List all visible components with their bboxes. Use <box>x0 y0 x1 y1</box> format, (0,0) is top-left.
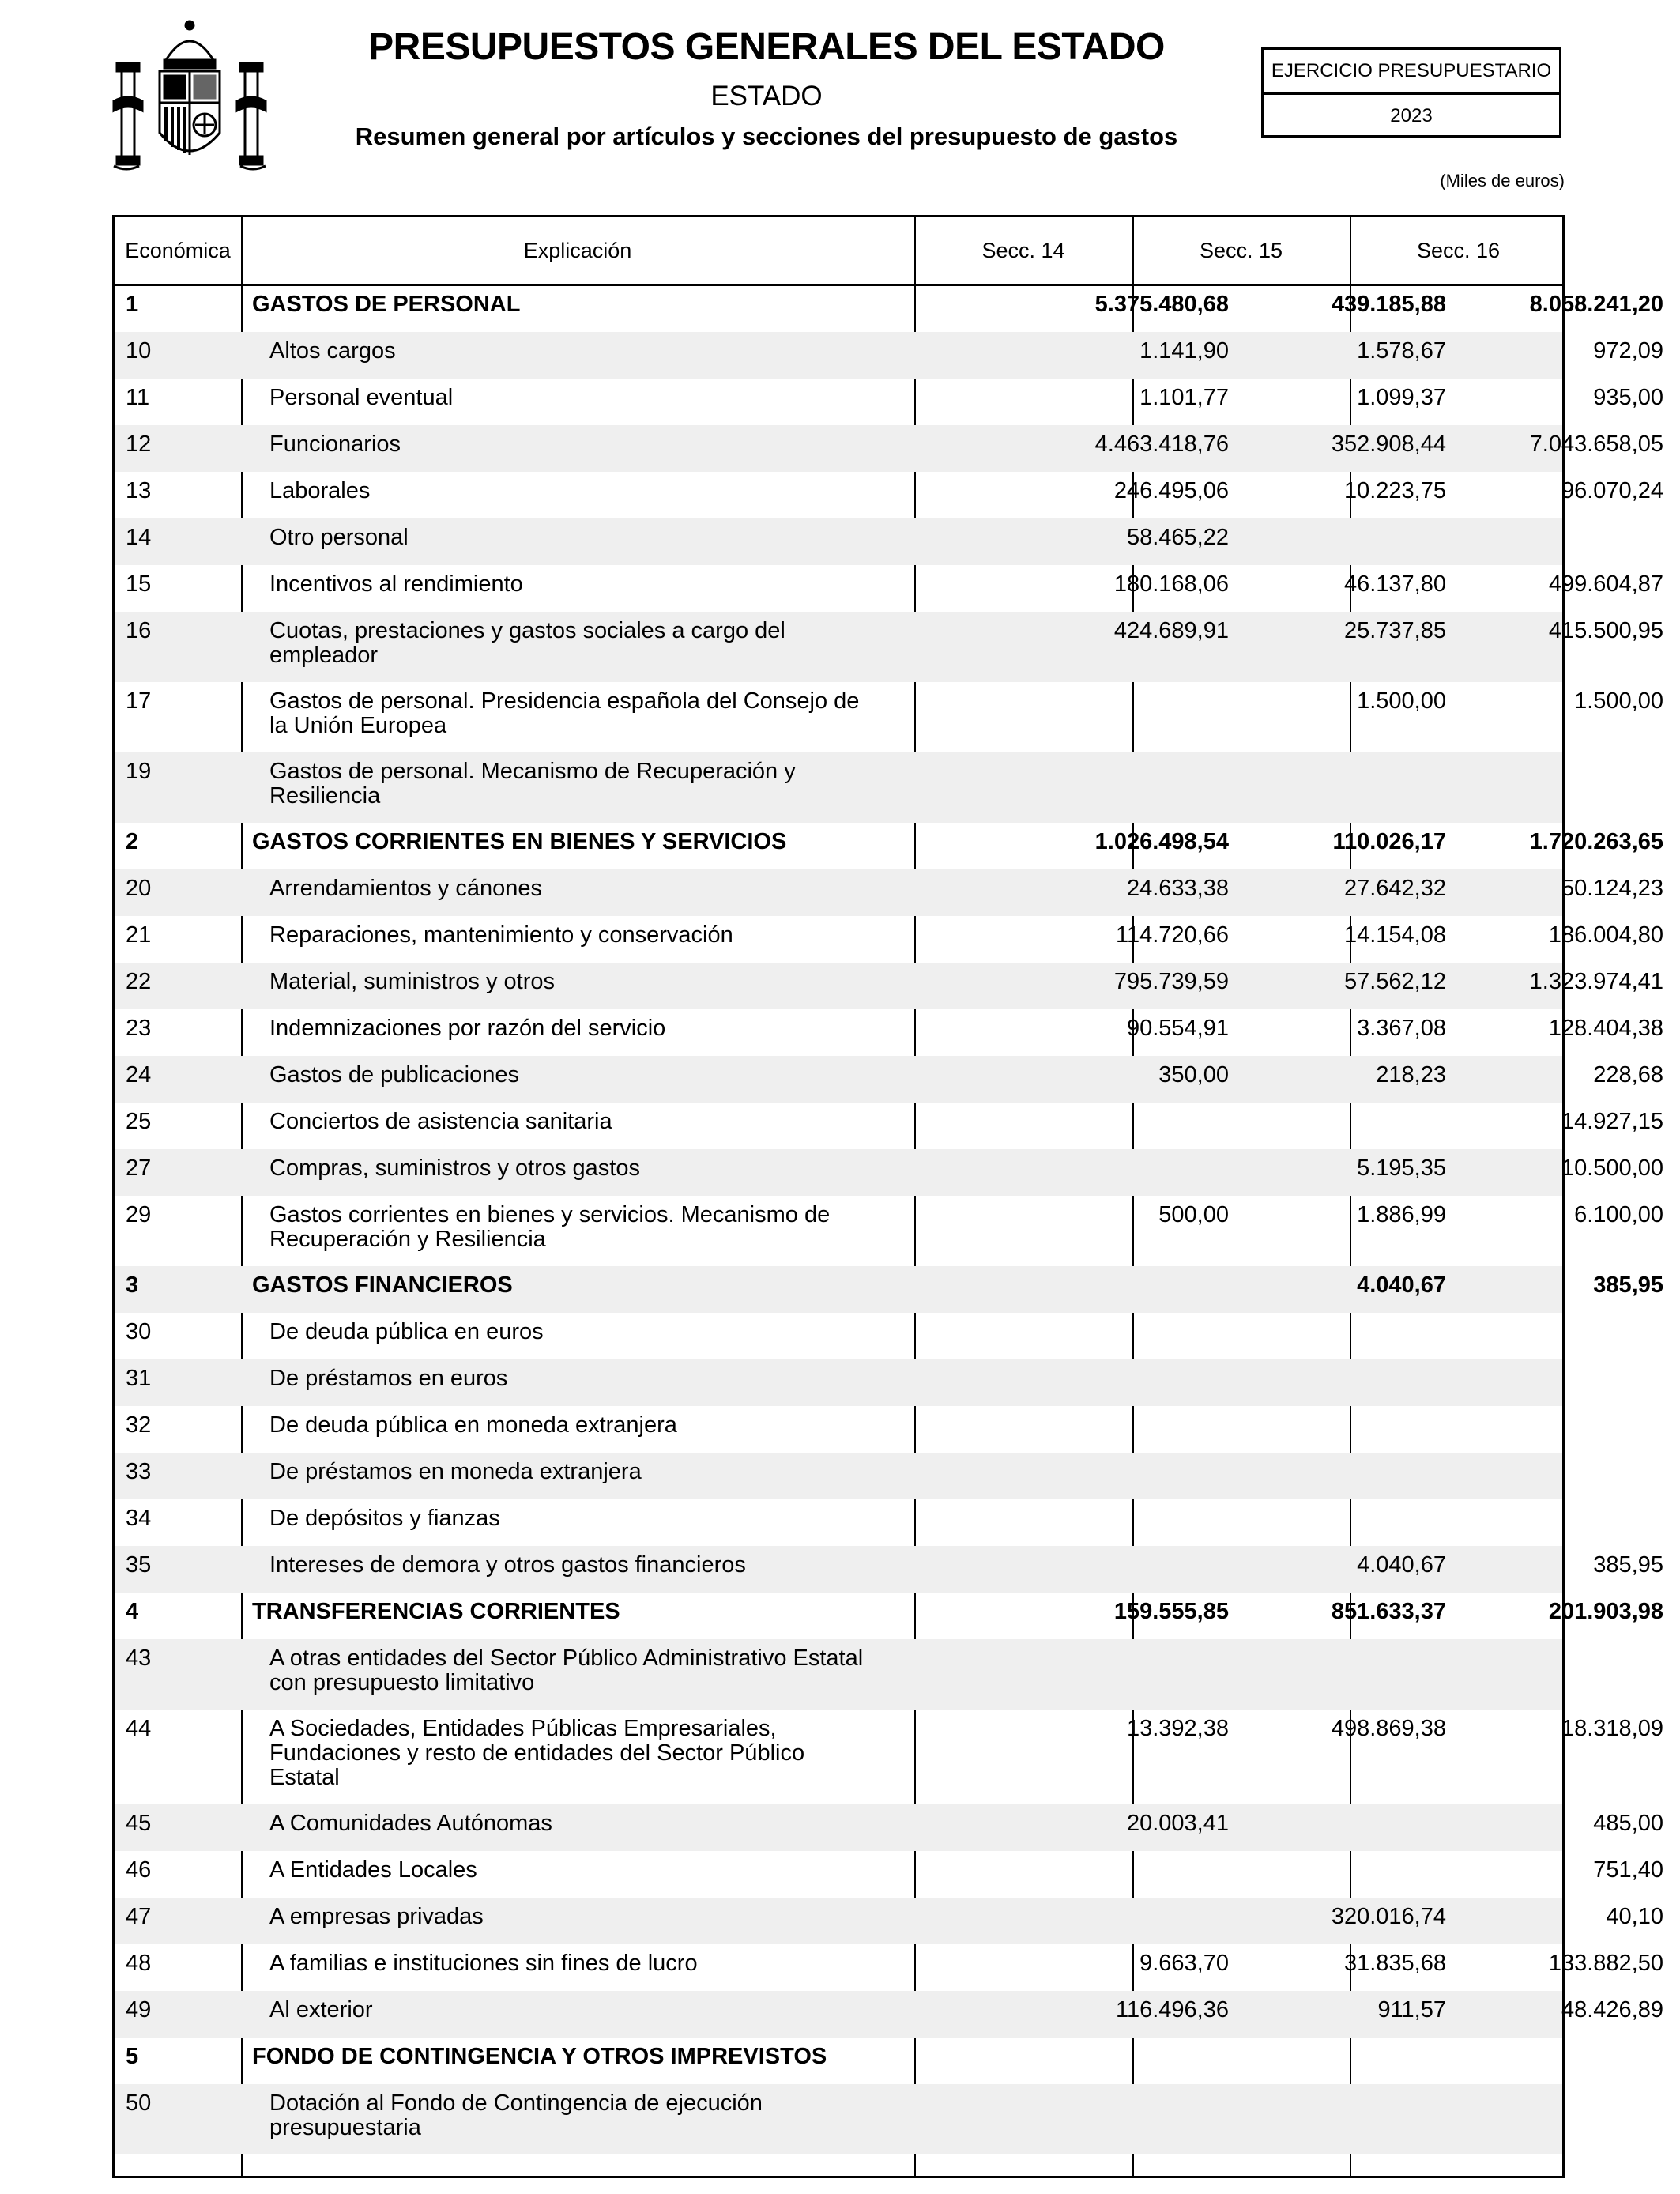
explanation: Conciertos de asistencia sanitaria <box>269 1109 612 1134</box>
value-secc-16: 7.043.658,05 <box>1529 432 1663 457</box>
value-secc-15: 31.835,68 <box>1343 1951 1446 1976</box>
value-secc-16: 485,00 <box>1593 1811 1663 1836</box>
table-row <box>115 612 1663 682</box>
table-row <box>115 425 1663 472</box>
economic-code: 33 <box>126 1459 152 1484</box>
table-row <box>115 332 1663 379</box>
value-secc-16: 128.404,38 <box>1548 1016 1663 1041</box>
table-row <box>115 963 1663 1009</box>
explanation: FONDO DE CONTINGENCIA Y OTROS IMPREVISTOS <box>252 2044 827 2069</box>
value-secc-15: 27.642,32 <box>1343 876 1446 901</box>
table-row <box>115 1639 1562 1710</box>
column-header-economica: Económica <box>125 239 231 262</box>
table-row <box>115 1406 1562 1453</box>
table-row <box>115 1851 1663 1898</box>
table-row <box>115 1944 1663 1991</box>
explanation: GASTOS DE PERSONAL <box>252 292 521 317</box>
table-row <box>115 869 1663 916</box>
value-secc-14: 1.026.498,54 <box>1094 829 1229 854</box>
explanation: GASTOS FINANCIEROS <box>252 1272 513 1298</box>
explanation: Personal eventual <box>269 385 454 410</box>
value-secc-16: 972,09 <box>1593 338 1663 364</box>
value-secc-14: 180.168,06 <box>1113 571 1229 597</box>
value-secc-16: 8.058.241,20 <box>1529 292 1663 317</box>
economic-code: 48 <box>126 1951 152 1976</box>
explanation: Arrendamientos y cánones <box>269 876 542 901</box>
economic-code: 43 <box>126 1646 152 1671</box>
table-section-row <box>115 285 1663 332</box>
coat-of-arms-icon <box>111 14 269 172</box>
value-secc-16: 415.500,95 <box>1548 618 1663 643</box>
ejercicio-year: 2023 <box>1390 105 1433 126</box>
value-secc-16: 186.004,80 <box>1548 922 1663 948</box>
column-header-explicacion: Explicación <box>523 239 632 262</box>
economic-code: 47 <box>126 1904 152 1929</box>
table-row <box>115 1546 1663 1593</box>
value-secc-14: 58.465,22 <box>1126 525 1229 550</box>
value-secc-14: 246.495,06 <box>1113 478 1229 503</box>
value-secc-15: 14.154,08 <box>1343 922 1446 948</box>
value-secc-14: 114.720,66 <box>1116 922 1229 948</box>
economic-code: 24 <box>126 1062 152 1088</box>
value-secc-15: 1.500,00 <box>1357 688 1446 714</box>
explanation: Material, suministros y otros <box>269 969 555 994</box>
value-secc-16: 1.720.263,65 <box>1529 829 1663 854</box>
ejercicio-label: EJERCICIO PRESUPUESTARIO <box>1264 50 1559 95</box>
column-header-secc16: Secc. 16 <box>1416 239 1501 262</box>
economic-code: 1 <box>126 292 139 317</box>
economic-code: 25 <box>126 1109 152 1134</box>
explanation: De depósitos y fianzas <box>269 1506 500 1531</box>
economic-code: 49 <box>126 1997 152 2022</box>
table-row <box>115 752 1562 823</box>
economic-code: 34 <box>126 1506 152 1531</box>
economic-code: 44 <box>126 1716 152 1741</box>
explanation: De préstamos en moneda extranjera <box>269 1459 642 1484</box>
explanation: Gastos de personal. Mecanismo de Recuperación y Resiliencia <box>269 759 796 809</box>
explanation: Funcionarios <box>269 432 401 457</box>
table-row <box>115 1196 1663 1266</box>
table-section-row <box>115 2038 1562 2084</box>
explanation: Dotación al Fondo de Contingencia de ejecución presupuestaria <box>269 2090 763 2140</box>
value-secc-14: 116.496,36 <box>1116 1997 1229 2022</box>
value-secc-14: 4.463.418,76 <box>1094 432 1229 457</box>
value-secc-14: 20.003,41 <box>1126 1811 1229 1836</box>
explanation: De deuda pública en euros <box>269 1319 544 1344</box>
economic-code: 16 <box>126 618 152 643</box>
value-secc-15: 4.040,67 <box>1357 1552 1446 1578</box>
explanation: Indemnizaciones por razón del servicio <box>269 1016 666 1041</box>
value-secc-15: 498.869,38 <box>1331 1716 1446 1741</box>
value-secc-16: 935,00 <box>1593 385 1663 410</box>
value-secc-15: 1.578,67 <box>1357 338 1446 364</box>
explanation: A empresas privadas <box>269 1904 484 1929</box>
economic-code: 3 <box>126 1272 139 1298</box>
table-row <box>115 1453 1562 1499</box>
explanation: A Comunidades Autónomas <box>269 1811 552 1836</box>
economic-code: 15 <box>126 571 152 597</box>
value-secc-15: 57.562,12 <box>1343 969 1446 994</box>
explanation: Laborales <box>269 478 371 503</box>
economic-code: 35 <box>126 1552 152 1578</box>
ejercicio-box <box>1261 47 1561 138</box>
page-title: PRESUPUESTOS GENERALES DEL ESTADO <box>368 26 1165 68</box>
value-secc-14: 90.554,91 <box>1126 1016 1229 1041</box>
explanation: TRANSFERENCIAS CORRIENTES <box>252 1599 620 1624</box>
value-secc-15: 46.137,80 <box>1343 571 1446 597</box>
economic-code: 29 <box>126 1202 152 1227</box>
table-row <box>115 472 1663 518</box>
value-secc-14: 159.555,85 <box>1113 1599 1229 1624</box>
economic-code: 5 <box>126 2044 139 2069</box>
economic-code: 2 <box>126 829 139 854</box>
economic-code: 19 <box>126 759 152 784</box>
economic-code: 46 <box>126 1857 152 1883</box>
value-secc-16: 14.927,15 <box>1561 1109 1663 1134</box>
economic-code: 10 <box>126 338 152 364</box>
table-row <box>115 1991 1663 2038</box>
column-header-secc15: Secc. 15 <box>1199 239 1283 262</box>
economic-code: 27 <box>126 1155 152 1181</box>
economic-code: 12 <box>126 432 152 457</box>
value-secc-16: 499.604,87 <box>1548 571 1663 597</box>
value-secc-16: 1.323.974,41 <box>1529 969 1663 994</box>
explanation: Gastos corrientes en bienes y servicios. Mecanismo de Recuperación y Resiliencia <box>269 1202 831 1252</box>
value-secc-14: 795.739,59 <box>1113 969 1229 994</box>
value-secc-15: 218,23 <box>1376 1062 1446 1088</box>
explanation: A otras entidades del Sector Público Administrativo Estatal con presupuesto limitativo <box>269 1646 864 1695</box>
value-secc-16: 10.500,00 <box>1561 1155 1663 1181</box>
table-row <box>115 2084 1562 2154</box>
table-row <box>115 1103 1663 1149</box>
table-row <box>115 682 1663 752</box>
economic-code: 13 <box>126 478 152 503</box>
explanation: De préstamos en euros <box>269 1366 508 1391</box>
table-row <box>115 1499 1562 1546</box>
explanation: Intereses de demora y otros gastos financieros <box>269 1552 746 1578</box>
economic-code: 31 <box>126 1366 152 1391</box>
value-secc-15: 352.908,44 <box>1331 432 1446 457</box>
explanation: GASTOS CORRIENTES EN BIENES Y SERVICIOS <box>252 829 787 854</box>
economic-code: 4 <box>126 1599 139 1624</box>
value-secc-14: 24.633,38 <box>1126 876 1229 901</box>
value-secc-15: 110.026,17 <box>1332 829 1446 854</box>
value-secc-16: 133.882,50 <box>1548 1951 1663 1976</box>
table-section-row <box>115 823 1663 869</box>
explanation: Compras, suministros y otros gastos <box>269 1155 640 1181</box>
value-secc-14: 424.689,91 <box>1113 618 1229 643</box>
column-header-secc14: Secc. 14 <box>981 239 1065 262</box>
economic-code: 50 <box>126 2090 152 2116</box>
table-row <box>115 916 1663 963</box>
value-secc-14: 5.375.480,68 <box>1094 292 1229 317</box>
value-secc-14: 350,00 <box>1158 1062 1229 1088</box>
explanation: Gastos de publicaciones <box>269 1062 519 1088</box>
value-secc-16: 228,68 <box>1593 1062 1663 1088</box>
table-row <box>115 1710 1663 1804</box>
value-secc-15: 10.223,75 <box>1343 478 1446 503</box>
value-secc-16: 18.318,09 <box>1561 1716 1663 1741</box>
value-secc-15: 3.367,08 <box>1357 1016 1446 1041</box>
value-secc-16: 50.124,23 <box>1561 876 1663 901</box>
value-secc-16: 201.903,98 <box>1548 1599 1663 1624</box>
explanation: Altos cargos <box>269 338 396 364</box>
explanation: A Sociedades, Entidades Públicas Empresariales, Fundaciones y resto de entidades del Sector Público Estatal <box>269 1716 805 1790</box>
explanation: Gastos de personal. Presidencia española del Consejo de la Unión Europea <box>269 688 860 738</box>
explanation: Cuotas, prestaciones y gastos sociales a cargo del empleador <box>269 618 785 668</box>
value-secc-15: 5.195,35 <box>1357 1155 1446 1181</box>
table-row <box>115 565 1663 612</box>
explanation: A Entidades Locales <box>269 1857 477 1883</box>
page-description: Resumen general por artículos y secciones del presupuesto de gastos <box>355 123 1178 150</box>
table-row <box>115 379 1663 425</box>
table-header <box>115 217 1562 286</box>
economic-code: 11 <box>126 385 150 410</box>
value-secc-15: 851.633,37 <box>1331 1599 1446 1624</box>
value-secc-16: 1.500,00 <box>1574 688 1663 714</box>
units-label: (Miles de euros) <box>1440 171 1565 190</box>
table-row <box>115 1009 1663 1056</box>
table-row <box>115 1056 1663 1103</box>
value-secc-15: 25.737,85 <box>1343 618 1446 643</box>
table-section-row <box>115 1266 1663 1313</box>
explanation: Reparaciones, mantenimiento y conservación <box>269 922 733 948</box>
page-subtitle: ESTADO <box>710 81 823 111</box>
value-secc-16: 385,95 <box>1593 1272 1663 1298</box>
value-secc-16: 48.426,89 <box>1561 1997 1663 2022</box>
value-secc-16: 385,95 <box>1593 1552 1663 1578</box>
value-secc-15: 4.040,67 <box>1357 1272 1446 1298</box>
value-secc-16: 6.100,00 <box>1574 1202 1663 1227</box>
economic-code: 23 <box>126 1016 152 1041</box>
value-secc-14: 9.663,70 <box>1139 1951 1229 1976</box>
value-secc-14: 1.141,90 <box>1139 338 1229 364</box>
table-row <box>115 1359 1562 1406</box>
economic-code: 20 <box>126 876 152 901</box>
value-secc-16: 96.070,24 <box>1561 478 1663 503</box>
table-row <box>115 1804 1663 1851</box>
table-row <box>115 1149 1663 1196</box>
value-secc-16: 40,10 <box>1606 1904 1663 1929</box>
economic-code: 30 <box>126 1319 152 1344</box>
value-secc-16: 751,40 <box>1593 1857 1663 1883</box>
economic-code: 21 <box>126 922 152 948</box>
value-secc-15: 1.099,37 <box>1357 385 1446 410</box>
value-secc-15: 439.185,88 <box>1331 292 1446 317</box>
table-row <box>115 1313 1562 1359</box>
economic-code: 17 <box>126 688 152 714</box>
economic-code: 45 <box>126 1811 152 1836</box>
economic-code: 14 <box>126 525 152 550</box>
table-body <box>115 285 1663 2154</box>
explanation: Incentivos al rendimiento <box>269 571 523 597</box>
explanation: Otro personal <box>269 525 409 550</box>
value-secc-14: 1.101,77 <box>1139 385 1229 410</box>
table-row <box>115 1898 1663 1944</box>
value-secc-15: 1.886,99 <box>1357 1202 1446 1227</box>
economic-code: 22 <box>126 969 152 994</box>
explanation: A familias e instituciones sin fines de lucro <box>269 1951 698 1976</box>
value-secc-15: 911,57 <box>1377 1997 1446 2022</box>
value-secc-14: 13.392,38 <box>1126 1716 1229 1741</box>
economic-code: 32 <box>126 1412 152 1438</box>
table-row <box>115 518 1562 565</box>
value-secc-14: 500,00 <box>1158 1202 1229 1227</box>
explanation: Al exterior <box>269 1997 373 2022</box>
table-section-row <box>115 1593 1663 1639</box>
budget-table <box>112 215 1663 2178</box>
explanation: De deuda pública en moneda extranjera <box>269 1412 677 1438</box>
value-secc-15: 320.016,74 <box>1331 1904 1446 1929</box>
